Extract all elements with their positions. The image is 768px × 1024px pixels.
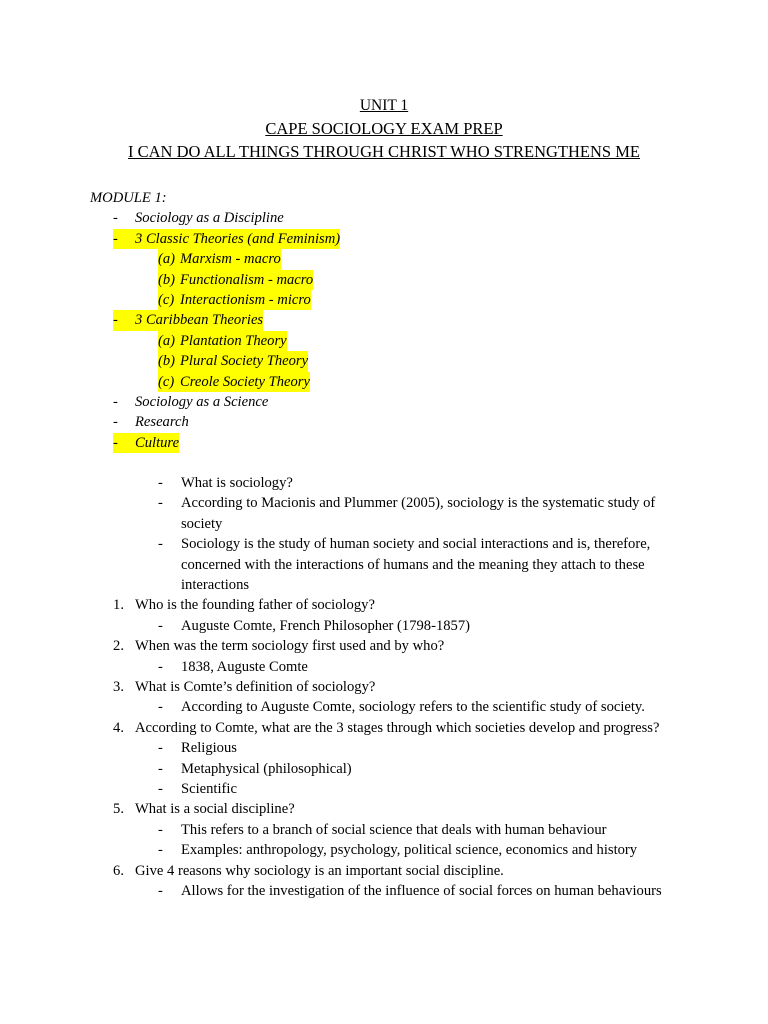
question-text: What is a social discipline? (135, 801, 295, 818)
question-row (0, 718, 768, 738)
answer-text: This refers to a branch of social science that deals with human behaviour (181, 821, 607, 838)
bullet-dash: - (113, 393, 118, 410)
bullet-dash: - (113, 310, 135, 330)
bullet-dash: - (113, 210, 118, 227)
question-text: According to Comte, what are the 3 stages through which societies develop and progress? (135, 719, 660, 736)
subitem-label: Functionalism - macro (180, 270, 313, 290)
answer-text: Religious (181, 740, 237, 757)
question-row (0, 595, 768, 615)
intro-bullet-continuation (0, 514, 768, 534)
bullet-dash: - (158, 842, 163, 859)
module-item-label: Research (135, 414, 189, 431)
module-item (0, 310, 768, 330)
subitem-label: Plural Society Theory (180, 351, 308, 371)
bullet-dash: - (158, 658, 163, 675)
module-subitem (0, 290, 768, 310)
subitem-label: Marxism - macro (180, 249, 281, 269)
module-item (0, 392, 768, 412)
question-row (0, 636, 768, 656)
answer-text: Examples: anthropology, psychology, political science, economics and history (181, 842, 638, 859)
bullet-dash: - (158, 780, 163, 797)
module-subitem (0, 351, 768, 371)
exam-prep-title: CAPE SOCIOLOGY EXAM PREP (265, 119, 503, 138)
answer-row (0, 759, 768, 779)
bullet-dash: - (158, 495, 163, 512)
document-body (0, 188, 768, 901)
document-header (0, 94, 768, 163)
answer-row (0, 616, 768, 636)
module-item (0, 208, 768, 228)
question-text: Give 4 reasons why sociology is an important social discipline. (135, 862, 504, 879)
intro-bullet-continuation (0, 555, 768, 575)
module-item-label: 3 Classic Theories (and Feminism) (135, 229, 340, 249)
intro-bullet (0, 473, 768, 493)
intro-bullet (0, 534, 768, 554)
bullet-dash: - (158, 536, 163, 553)
subitem-letter: (a) (158, 249, 180, 269)
answer-row (0, 738, 768, 758)
module-heading-row (0, 188, 768, 208)
bullet-dash: - (113, 414, 118, 431)
module-subitem (0, 372, 768, 392)
bullet-dash: - (113, 433, 135, 453)
subitem-letter: (c) (158, 372, 180, 392)
module-item-label: 3 Caribbean Theories (135, 310, 263, 330)
question-row (0, 677, 768, 697)
module-item-label: Sociology as a Discipline (135, 210, 284, 227)
question-number: 1. (113, 597, 124, 614)
bullet-dash: - (158, 740, 163, 757)
module-heading: MODULE 1: (90, 190, 167, 206)
subitem-letter: (c) (158, 290, 180, 310)
subitem-label: Plantation Theory (180, 331, 287, 351)
answer-row (0, 697, 768, 717)
module-subitem (0, 331, 768, 351)
bullet-text: What is sociology? (181, 475, 293, 492)
question-row (0, 861, 768, 881)
module-item-label: Culture (135, 433, 179, 453)
bullet-dash: - (158, 475, 163, 492)
answer-text: Allows for the investigation of the influence of social forces on human behaviours (181, 882, 662, 899)
bullet-dash: - (158, 821, 163, 838)
bullet-dash: - (158, 699, 163, 716)
spacer (0, 453, 768, 468)
answer-text: Metaphysical (philosophical) (181, 760, 352, 777)
module-item-label: Sociology as a Science (135, 393, 269, 410)
module-item (0, 412, 768, 432)
module-subitem (0, 270, 768, 290)
unit-title: UNIT 1 (359, 97, 409, 114)
module-item (0, 229, 768, 249)
bullet-dash: - (158, 760, 163, 777)
question-number: 6. (113, 862, 124, 879)
subitem-letter: (a) (158, 331, 180, 351)
bullet-dash: - (158, 882, 163, 899)
bullet-text: Sociology is the study of human society and social interactions and is, therefore, (181, 536, 651, 553)
subitem-letter: (b) (158, 270, 180, 290)
answer-row (0, 881, 768, 901)
question-number: 3. (113, 678, 124, 695)
answer-text: Auguste Comte, French Philosopher (1798-1857) (181, 617, 471, 634)
answer-row (0, 779, 768, 799)
subitem-label: Creole Society Theory (180, 372, 310, 392)
question-number: 5. (113, 801, 124, 818)
motto-title: I CAN DO ALL THINGS THROUGH CHRIST WHO STRENGTHENS ME (128, 142, 640, 161)
answer-text: According to Auguste Comte, sociology refers to the scientific study of society. (181, 699, 645, 716)
intro-bullet-continuation (0, 575, 768, 595)
question-text: What is Comte’s definition of sociology? (135, 678, 376, 695)
question-row (0, 799, 768, 819)
answer-text: Scientific (181, 780, 237, 797)
question-number: 4. (113, 719, 124, 736)
question-text: When was the term sociology first used and by who? (135, 638, 445, 655)
subitem-letter: (b) (158, 351, 180, 371)
module-item (0, 433, 768, 453)
bullet-text: interactions (181, 577, 250, 594)
bullet-text: society (181, 515, 223, 532)
answer-row (0, 820, 768, 840)
module-subitem (0, 249, 768, 269)
intro-bullet (0, 493, 768, 513)
bullet-text: concerned with the interactions of humans and the meaning they attach to these (181, 556, 645, 573)
bullet-text: According to Macionis and Plummer (2005), sociology is the systematic study of (181, 495, 656, 512)
answer-row (0, 840, 768, 860)
subitem-label: Interactionism - micro (180, 290, 311, 310)
bullet-dash: - (113, 229, 135, 249)
answer-text: 1838, Auguste Comte (181, 658, 308, 675)
bullet-dash: - (158, 617, 163, 634)
question-text: Who is the founding father of sociology? (135, 597, 375, 614)
answer-row (0, 657, 768, 677)
question-number: 2. (113, 638, 124, 655)
